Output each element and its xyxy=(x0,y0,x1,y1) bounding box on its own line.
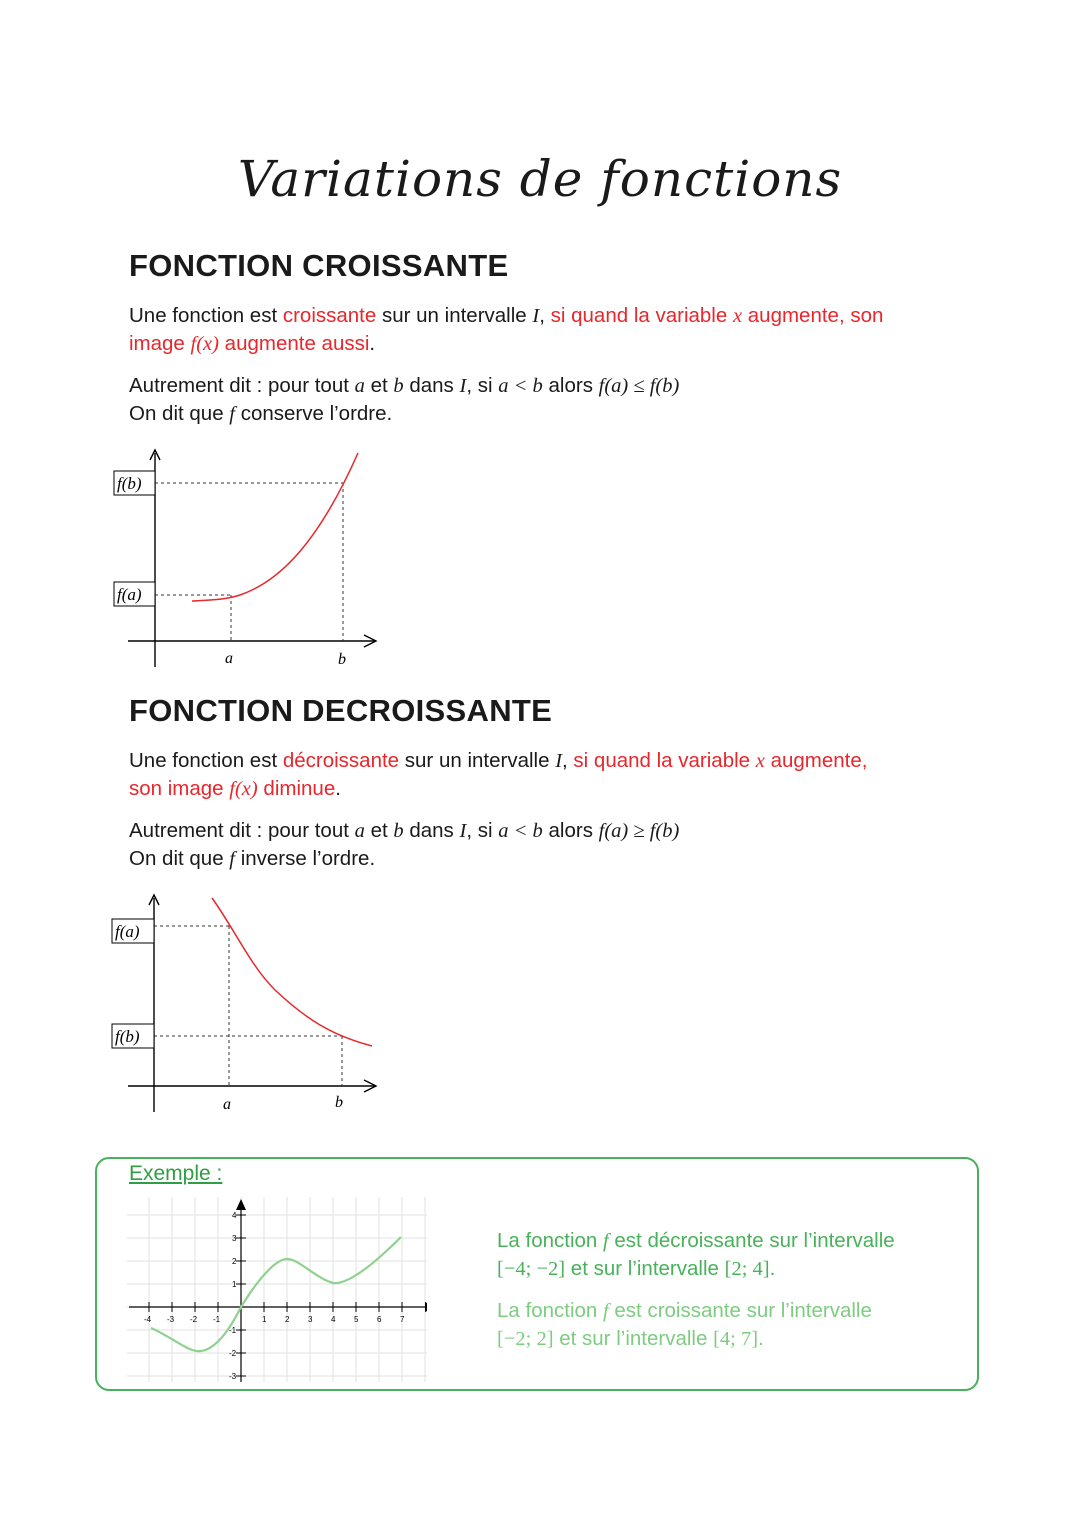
text-line xyxy=(497,1227,895,1255)
text: et sur l’intervalle xyxy=(565,1257,725,1280)
text: , xyxy=(539,304,551,327)
text: sur un intervalle xyxy=(376,304,533,327)
text: augmente, son xyxy=(742,304,884,327)
y-tick-label: -2 xyxy=(229,1349,237,1358)
text: . xyxy=(369,332,376,355)
text: diminue xyxy=(257,777,336,800)
interval: [2; 4] xyxy=(724,1258,770,1280)
label-a: a xyxy=(225,650,233,667)
text: son image xyxy=(129,777,230,800)
label-fa: f(a) xyxy=(117,585,142,604)
math-f: f xyxy=(603,1230,609,1252)
definition-croissante xyxy=(129,302,959,358)
ordre-line xyxy=(129,400,959,428)
definition-line-1 xyxy=(129,302,959,330)
autrement-line xyxy=(129,372,959,400)
x-tick-label: 1 xyxy=(262,1315,267,1324)
x-tick-label: -2 xyxy=(190,1315,198,1324)
text: , si xyxy=(466,819,499,842)
math-fx: f(x) xyxy=(229,778,258,800)
text: augmente aussi xyxy=(218,332,370,355)
text: conserve l’ordre. xyxy=(235,402,393,425)
text: si quand la variable xyxy=(550,304,733,327)
math-conclusion: f(a) ≤ f(b) xyxy=(598,375,680,397)
text: est décroissante sur l’intervalle xyxy=(608,1229,895,1252)
math-I: I xyxy=(555,750,563,772)
text: La fonction xyxy=(497,1229,603,1252)
x-tick-label: -1 xyxy=(213,1315,221,1324)
autrement-line xyxy=(129,817,959,845)
text: . xyxy=(758,1327,764,1350)
text: Une fonction est xyxy=(129,304,283,327)
heading-croissante: FONCTION CROISSANTE xyxy=(129,248,509,283)
label-b: b xyxy=(338,651,346,668)
math-I: I xyxy=(459,375,467,397)
text: sur un intervalle xyxy=(399,749,556,772)
text: alors xyxy=(542,374,599,397)
math-f: f xyxy=(229,848,235,870)
y-axis-arrow xyxy=(236,1199,246,1210)
math-f: f xyxy=(603,1300,609,1322)
example-curve xyxy=(151,1237,401,1351)
x-tick-label: -3 xyxy=(167,1315,175,1324)
y-tick-label: 3 xyxy=(232,1234,237,1243)
text: La fonction xyxy=(497,1299,603,1322)
text: dans xyxy=(403,819,460,842)
interval: [−2; 2] xyxy=(497,1328,554,1350)
text: Une fonction est xyxy=(129,749,283,772)
math-x: x xyxy=(755,750,765,772)
example-label: Exemple : xyxy=(129,1162,223,1185)
label-b: b xyxy=(335,1094,343,1111)
label-a: a xyxy=(223,1096,231,1113)
x-tick-label: -4 xyxy=(144,1315,152,1324)
autrement-decroissante xyxy=(129,817,959,873)
definition-line-2 xyxy=(129,330,959,358)
graph-croissante xyxy=(100,445,400,675)
autrement-croissante xyxy=(129,372,959,428)
ordre-line xyxy=(129,845,959,873)
label-fa: f(a) xyxy=(115,922,140,941)
keyword-decroissante: décroissante xyxy=(282,749,400,772)
math-x: x xyxy=(732,305,743,327)
text: inverse l’ordre. xyxy=(235,847,376,870)
text: alors xyxy=(542,819,599,842)
math-condition: a < b xyxy=(498,820,543,842)
math-f: f xyxy=(229,403,235,425)
decreasing-curve xyxy=(212,898,372,1046)
y-tick-label: 1 xyxy=(232,1280,237,1289)
example-graph xyxy=(127,1197,427,1382)
interval: [−4; −2] xyxy=(497,1258,566,1280)
x-tick-label: 3 xyxy=(308,1315,313,1324)
graph-decroissante xyxy=(100,890,400,1120)
interval: [4; 7] xyxy=(713,1328,759,1350)
definition-decroissante xyxy=(129,747,959,803)
y-tick-label: -1 xyxy=(229,1326,237,1335)
text: Autrement dit : pour tout xyxy=(129,374,355,397)
text-line xyxy=(497,1325,872,1353)
example-decroissante-text xyxy=(497,1227,895,1283)
definition-line-2 xyxy=(129,775,959,803)
text: , xyxy=(562,749,574,772)
math-a: a xyxy=(354,820,365,842)
text: est croissante sur l’intervalle xyxy=(608,1299,872,1322)
keyword-croissante: croissante xyxy=(282,304,377,327)
text-line xyxy=(497,1297,872,1325)
text: Autrement dit : pour tout xyxy=(129,819,355,842)
text: dans xyxy=(403,374,460,397)
text: . xyxy=(769,1257,776,1280)
text-line xyxy=(497,1255,895,1283)
math-I: I xyxy=(459,820,467,842)
x-axis-arrow xyxy=(425,1302,427,1312)
text: et xyxy=(364,819,394,842)
definition-line-1 xyxy=(129,747,959,775)
text: et sur l’intervalle xyxy=(553,1327,714,1350)
x-tick-label: 2 xyxy=(285,1315,290,1324)
text: On dit que xyxy=(129,847,230,870)
x-tick-label: 4 xyxy=(331,1315,336,1324)
y-tick-label: -3 xyxy=(229,1372,237,1381)
math-a: a xyxy=(354,375,365,397)
increasing-curve xyxy=(192,453,358,601)
text: image xyxy=(129,332,191,355)
y-tick-label: 2 xyxy=(232,1257,237,1266)
page-title: Variations de fonctions xyxy=(237,150,843,208)
example-croissante-text xyxy=(497,1297,872,1353)
label-fb: f(b) xyxy=(117,474,142,493)
math-b: b xyxy=(393,820,404,842)
text: augmente, xyxy=(764,749,868,772)
label-fb: f(b) xyxy=(115,1027,140,1046)
math-b: b xyxy=(393,375,404,397)
math-I: I xyxy=(532,305,540,327)
text: . xyxy=(335,777,341,800)
x-tick-label: 7 xyxy=(400,1315,405,1324)
x-tick-label: 5 xyxy=(354,1315,359,1324)
text: si quand la variable xyxy=(573,749,756,772)
text: , si xyxy=(466,374,499,397)
text: et xyxy=(364,374,394,397)
x-tick-label: 6 xyxy=(377,1315,382,1324)
math-condition: a < b xyxy=(498,375,543,397)
text: On dit que xyxy=(129,402,230,425)
y-tick-label: 4 xyxy=(232,1211,237,1220)
math-fx: f(x) xyxy=(190,333,219,355)
math-conclusion: f(a) ≥ f(b) xyxy=(598,820,680,842)
heading-decroissante: FONCTION DECROISSANTE xyxy=(129,693,553,728)
